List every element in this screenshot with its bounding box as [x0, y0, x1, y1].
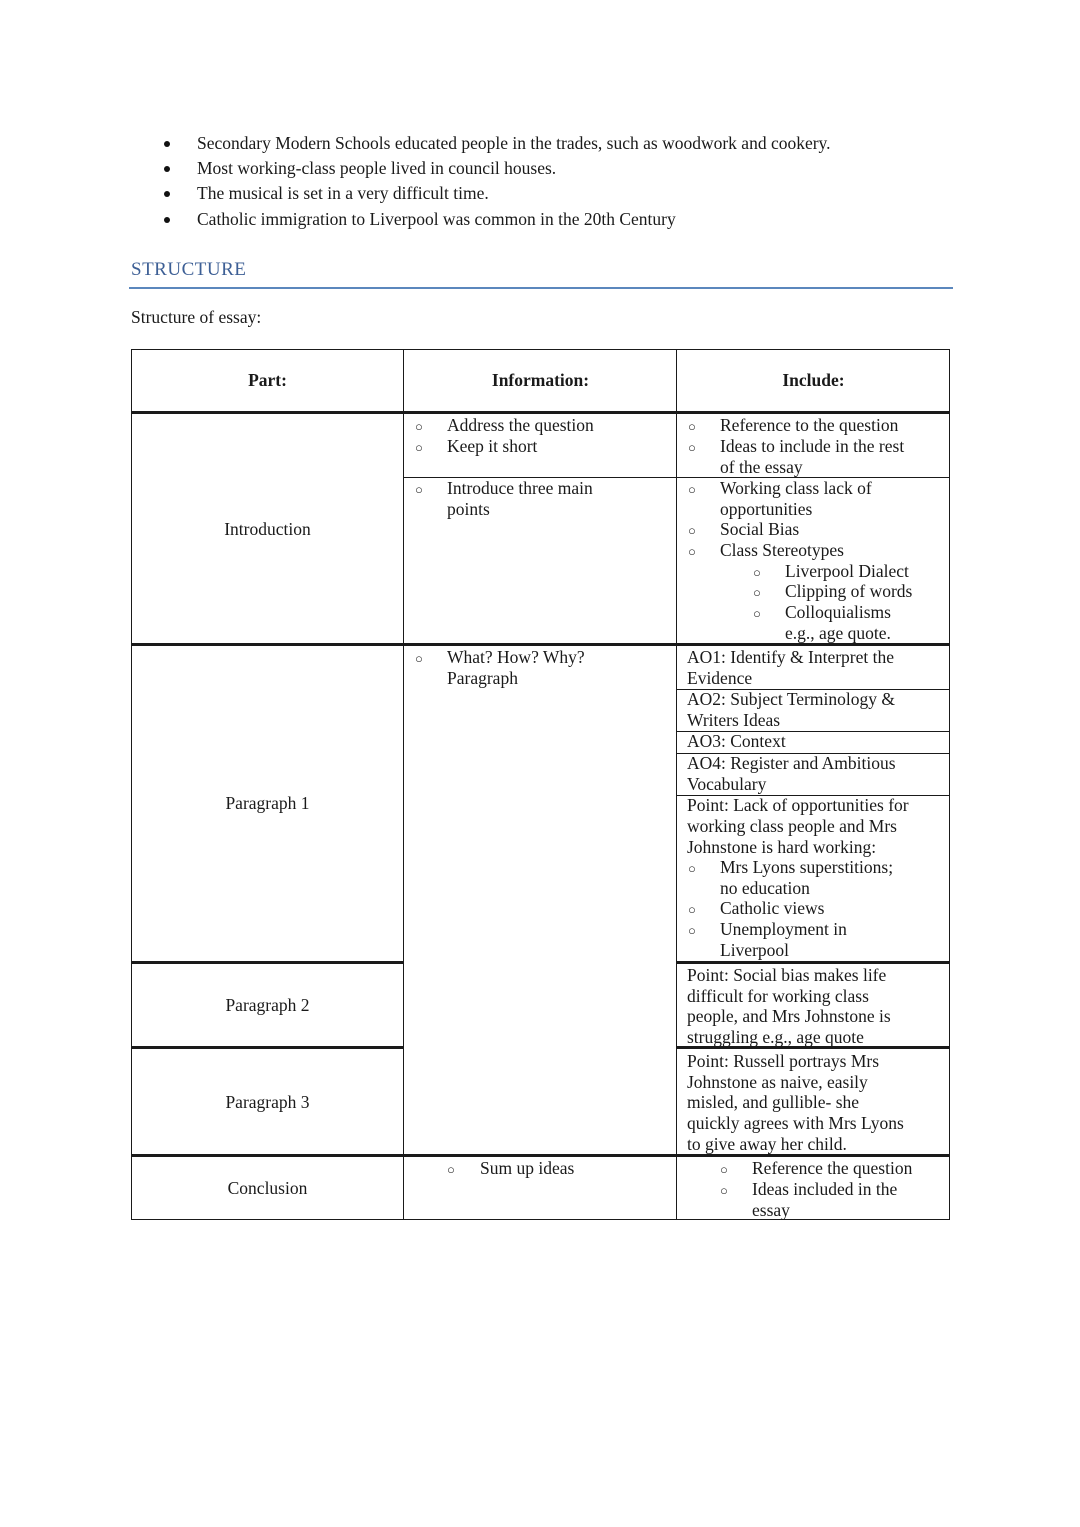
point-item: Mrs Lyons superstitions;	[720, 857, 894, 877]
circle-bullet-icon: ○	[688, 440, 696, 455]
row-divider	[131, 1046, 404, 1049]
bullet-text: Secondary Modern Schools educated people in the trades, such as woodwork and cookery.	[197, 133, 831, 153]
context-bullet-list	[164, 131, 831, 232]
list-item	[164, 131, 831, 156]
p2-point-text: difficult for working class	[687, 986, 869, 1006]
info-item: What? How? Why?	[447, 647, 585, 667]
subtitle: Structure of essay:	[131, 307, 262, 327]
conclusion-include-continued: essay	[752, 1200, 790, 1220]
bullet-icon	[164, 217, 170, 223]
table-border	[131, 349, 132, 1220]
circle-bullet-icon: ○	[415, 651, 423, 666]
circle-bullet-icon: ○	[415, 482, 423, 497]
point-item: Catholic views	[720, 898, 825, 918]
row-divider	[131, 961, 404, 964]
header-part: Part:	[248, 370, 287, 390]
p3-point-text: to give away her child.	[687, 1134, 847, 1154]
bullet-icon	[164, 191, 170, 197]
include-item: Social Bias	[720, 519, 800, 539]
circle-bullet-icon: ○	[415, 419, 423, 434]
ao4-text: AO4: Register and Ambitious	[687, 753, 896, 773]
p2-point-text: people, and Mrs Johnstone is	[687, 1006, 891, 1026]
point-text: Point: Lack of opportunities for	[687, 795, 909, 815]
include-item-continued: opportunities	[720, 499, 813, 519]
circle-bullet-icon: ○	[688, 861, 696, 876]
conclusion-include: Reference the question	[752, 1158, 913, 1178]
include-item: Ideas to include in the rest	[720, 436, 905, 456]
list-item	[164, 156, 831, 181]
circle-bullet-icon: ○	[688, 523, 696, 538]
part-conclusion: Conclusion	[227, 1178, 308, 1198]
include-subitem-note: e.g., age quote.	[785, 623, 891, 643]
p3-point-text: Point: Russell portrays Mrs	[687, 1051, 880, 1071]
ao3-text: AO3: Context	[687, 731, 786, 751]
heading-divider	[129, 287, 953, 289]
part-introduction: Introduction	[224, 519, 311, 539]
include-item-continued: of the essay	[720, 457, 803, 477]
point-item: Unemployment in	[720, 919, 847, 939]
column-divider	[403, 349, 404, 1220]
ao2-text: AO2: Subject Terminology &	[687, 689, 895, 709]
row-divider	[676, 961, 950, 964]
ao1-text: AO1: Identify & Interpret the	[687, 647, 895, 667]
circle-bullet-icon: ○	[688, 482, 696, 497]
conclusion-info: Sum up ideas	[480, 1158, 575, 1178]
point-item-continued: no education	[720, 878, 810, 898]
table-border	[131, 349, 950, 350]
p2-point-text: struggling e.g., age quote	[687, 1027, 864, 1047]
point-text-continued: Johnstone is hard working:	[687, 837, 877, 857]
ao2-text-continued: Writers Ideas	[687, 710, 781, 730]
part-paragraph-2: Paragraph 2	[225, 995, 310, 1015]
point-item-continued: Liverpool	[720, 940, 790, 960]
circle-bullet-icon: ○	[415, 440, 423, 455]
conclusion-include: Ideas included in the	[752, 1179, 898, 1199]
table-border	[131, 1219, 950, 1220]
include-item: Reference to the question	[720, 415, 899, 435]
include-subitem: Clipping of words	[785, 581, 913, 601]
info-item: Introduce three main	[447, 478, 593, 498]
circle-bullet-icon: ○	[688, 902, 696, 917]
part-paragraph-1: Paragraph 1	[225, 793, 310, 813]
include-item: Working class lack of	[720, 478, 872, 498]
point-text-continued: working class people and Mrs	[687, 816, 897, 836]
circle-bullet-icon: ○	[688, 544, 696, 559]
ao4-text-continued: Vocabulary	[687, 774, 767, 794]
column-divider	[676, 349, 677, 1220]
include-subitem: Liverpool Dialect	[785, 561, 909, 581]
include-item: Class Stereotypes	[720, 540, 844, 560]
circle-bullet-icon: ○	[688, 419, 696, 434]
bullet-icon	[164, 166, 170, 172]
circle-bullet-icon: ○	[720, 1183, 728, 1198]
header-information: Information:	[491, 370, 590, 390]
circle-bullet-icon: ○	[688, 923, 696, 938]
p3-point-text: misled, and gullible- she	[687, 1092, 860, 1112]
bullet-icon	[164, 141, 170, 147]
circle-bullet-icon: ○	[753, 606, 761, 621]
p3-point-text: quickly agrees with Mrs Lyons	[687, 1113, 904, 1133]
circle-bullet-icon: ○	[753, 585, 761, 600]
p3-point-text: Johnstone as naive, easily	[687, 1072, 868, 1092]
circle-bullet-icon: ○	[753, 565, 761, 580]
table-border	[949, 349, 950, 1220]
header-include: Include:	[782, 370, 845, 390]
circle-bullet-icon: ○	[720, 1162, 728, 1177]
bullet-text: The musical is set in a very difficult time.	[197, 183, 489, 204]
info-item-continued: points	[447, 499, 490, 519]
ao1-text-continued: Evidence	[687, 668, 753, 688]
info-item: Keep it short	[447, 436, 538, 456]
row-divider	[131, 411, 950, 414]
bullet-text: Most working-class people lived in council houses.	[197, 158, 557, 179]
info-item: Address the question	[447, 415, 594, 435]
list-item	[164, 181, 831, 206]
p2-point-text: Point: Social bias makes life	[687, 965, 887, 985]
section-heading: STRUCTURE	[131, 259, 247, 280]
bullet-text: Catholic immigration to Liverpool was common in the 20th Century	[197, 208, 676, 229]
essay-structure-table	[131, 349, 950, 1220]
part-paragraph-3: Paragraph 3	[225, 1092, 310, 1112]
info-item-continued: Paragraph	[447, 668, 518, 688]
circle-bullet-icon: ○	[447, 1162, 455, 1177]
list-item	[164, 207, 831, 232]
include-subitem: Colloquialisms	[785, 602, 891, 622]
